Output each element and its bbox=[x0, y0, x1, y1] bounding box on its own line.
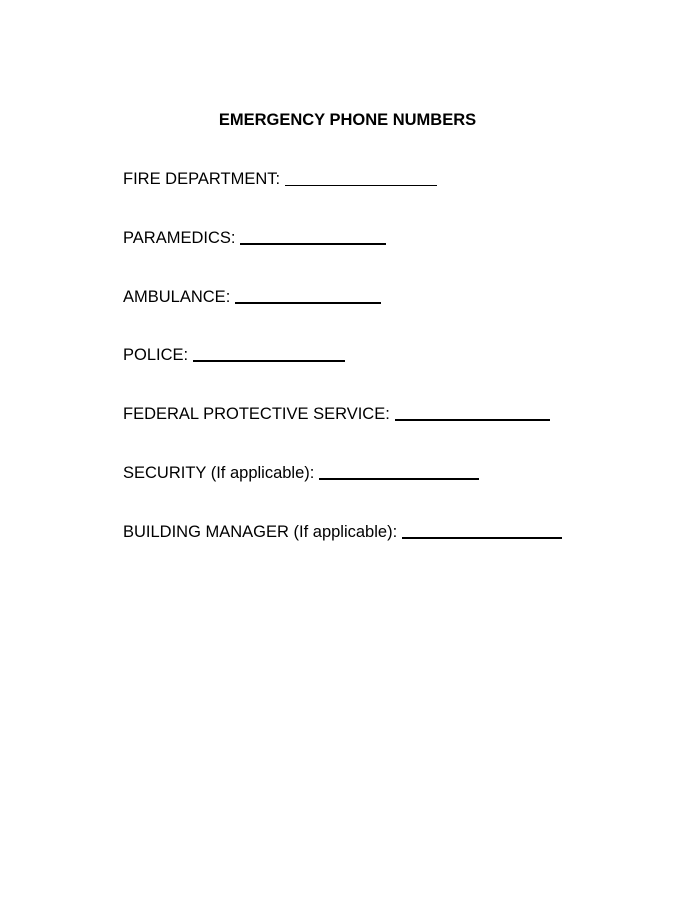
building-manager-blank bbox=[402, 536, 562, 539]
ambulance-label: AMBULANCE: bbox=[123, 288, 231, 306]
police-field bbox=[123, 344, 345, 366]
federal-protective-service-label: FEDERAL PROTECTIVE SERVICE: bbox=[123, 405, 390, 423]
ambulance-field bbox=[123, 286, 381, 308]
paramedics-blank bbox=[240, 242, 386, 245]
building-manager-field bbox=[123, 521, 562, 543]
security-blank bbox=[319, 477, 479, 480]
federal-protective-service-blank bbox=[395, 418, 550, 421]
document-title: EMERGENCY PHONE NUMBERS bbox=[218, 111, 477, 129]
ambulance-blank bbox=[235, 301, 381, 304]
police-label: POLICE: bbox=[123, 346, 189, 364]
fire-department-label: FIRE DEPARTMENT: bbox=[123, 170, 281, 188]
paramedics-field bbox=[123, 227, 386, 249]
security-label: SECURITY (If applicable): bbox=[123, 464, 315, 482]
police-blank bbox=[193, 359, 345, 362]
fire-department-blank bbox=[285, 184, 437, 186]
federal-protective-service-field bbox=[123, 403, 550, 425]
security-field bbox=[123, 462, 479, 484]
paramedics-label: PARAMEDICS: bbox=[123, 229, 236, 247]
building-manager-label: BUILDING MANAGER (If applicable): bbox=[123, 523, 398, 541]
fire-department-field bbox=[123, 168, 437, 190]
